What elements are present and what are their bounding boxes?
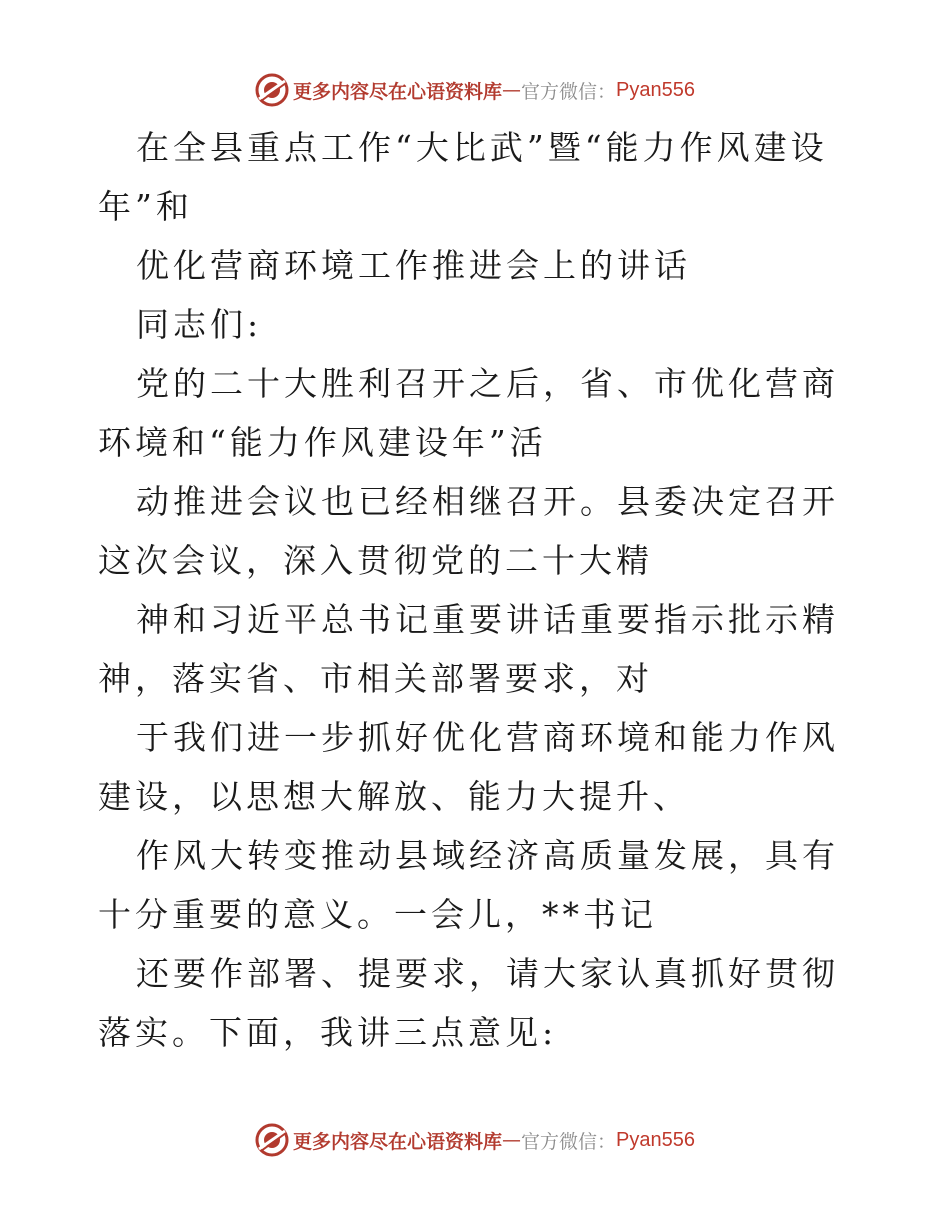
banner-dash: — [502,79,522,101]
title-line-2: 优化营商环境工作推进会上的讲话 [136,246,691,285]
speech-body [98,118,858,1062]
body-paragraph: 党的二十大胜利召开之后，省、市优化营商环境和“能力作风建设年”活 [98,364,839,462]
title-line-1: 在全县重点工作“大比武”暨“能力作风建设年”和 [98,128,828,226]
body-paragraph: 于我们进一步抓好优化营商环境和能力作风建设，以思想大解放、能力大提升、 [98,718,839,816]
banner-lead-text: 更多内容尽在心语资料库 [293,80,503,103]
banner-dash: — [502,1129,522,1151]
banner-wechat-id: Pyan556 [616,1128,695,1151]
banner-lead-text: 更多内容尽在心语资料库 [293,1130,503,1153]
brand-logo-icon [255,1123,289,1157]
banner-wechat-id: Pyan556 [616,78,695,101]
body-paragraph: 动推进会议也已经相继召开。县委决定召开这次会议，深入贯彻党的二十大精 [98,482,839,580]
salutation: 同志们: [136,305,263,344]
body-paragraph: 还要作部署、提要求，请大家认真抓好贯彻落实。下面，我讲三点意见: [98,954,839,1052]
banner-label-text: 官方微信： [521,1130,617,1153]
footer-watermark-banner [0,1120,950,1160]
header-watermark-banner [0,70,950,110]
brand-logo-icon [255,73,289,107]
banner-label-text: 官方微信： [521,80,617,103]
body-paragraph: 神和习近平总书记重要讲话重要指示批示精神，落实省、市相关部署要求，对 [98,600,839,698]
body-paragraph: 作风大转变推动县域经济高质量发展，具有十分重要的意义。一会儿，**书记 [98,836,839,934]
